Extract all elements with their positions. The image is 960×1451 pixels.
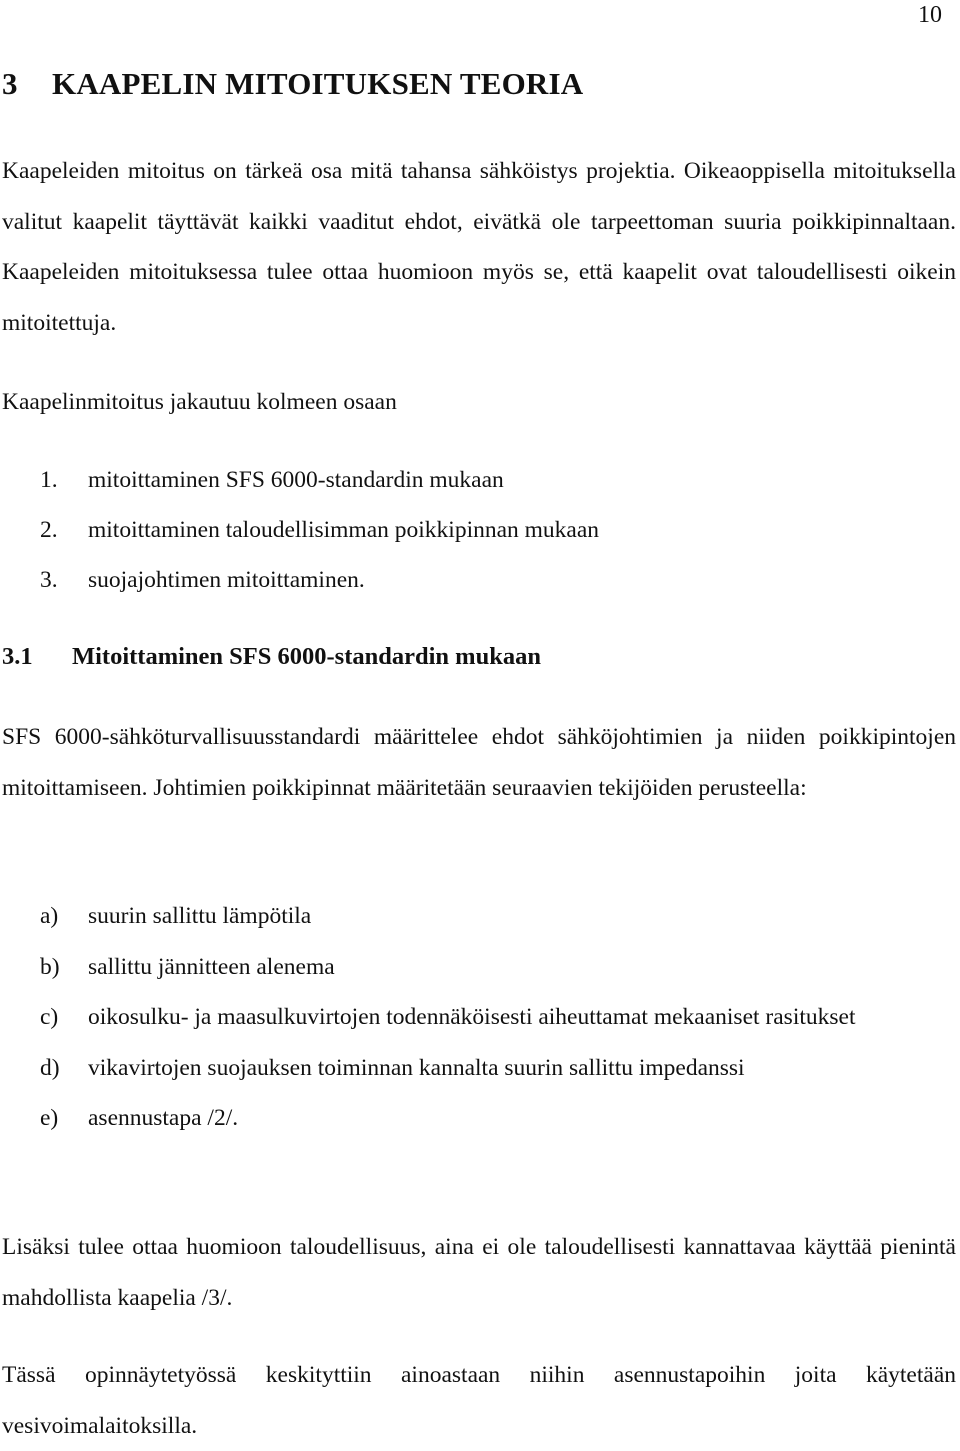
list-item	[40, 555, 599, 605]
section-title: Mitoittaminen SFS 6000-standardin mukaan	[72, 643, 541, 670]
page-number: 10	[918, 2, 942, 28]
list-item-text: suojajohtimen mitoittaminen.	[88, 567, 365, 593]
focus-paragraph: Tässä opinnäytetyössä keskityttiin ainoastaan niihin asennustapoihin joita käytetään vesivoimalaitoksilla.	[2, 1362, 956, 1439]
list-item	[40, 1093, 956, 1144]
list-item	[40, 455, 599, 505]
list-item-marker: c)	[40, 1004, 59, 1030]
chapter-title: KAAPELIN MITOITUKSEN TEORIA	[52, 66, 584, 101]
section-heading	[2, 643, 541, 671]
list-item-text: sallittu jännitteen alenema	[88, 953, 335, 980]
list-item-marker: 3.	[40, 567, 58, 593]
standard-paragraph: SFS 6000-sähköturvallisuusstandardi määrittelee ehdot sähköjohtimien ja niiden poikkipintojen mitoittamiseen. Johtimien poikkipinnat määritetään seuraavien tekijöiden perusteella:	[2, 724, 956, 801]
factor-list	[40, 891, 956, 1144]
division-list	[40, 455, 599, 605]
list-item	[40, 891, 956, 942]
list-item-marker: 1.	[40, 467, 58, 493]
chapter-heading	[2, 66, 583, 102]
economy-paragraph: Lisäksi tulee ottaa huomioon taloudellisuus, aina ei ole taloudellisesti kannattavaa käyttää pienintä mahdollista kaapelia /3/.	[2, 1234, 956, 1311]
section-number: 3.1	[2, 643, 33, 670]
list-item-text: vikavirtojen suojauksen toiminnan kannalta suurin sallittu impedanssi	[88, 1054, 745, 1081]
division-intro: Kaapelinmitoitus jakautuu kolmeen osaan	[2, 389, 397, 415]
list-item	[40, 992, 956, 1043]
list-item-text: mitoittaminen SFS 6000-standardin mukaan	[88, 467, 504, 493]
list-item-text: mitoittaminen taloudellisimman poikkipinnan mukaan	[88, 517, 600, 543]
list-item-marker: b)	[40, 953, 60, 980]
list-item-marker: a)	[40, 903, 59, 929]
list-item-text: suurin sallittu lämpötila	[88, 903, 312, 929]
chapter-number: 3	[2, 66, 18, 101]
list-item	[40, 942, 956, 993]
list-item-text: asennustapa /2/.	[88, 1105, 239, 1131]
intro-paragraph: Kaapeleiden mitoitus on tärkeä osa mitä tahansa sähköistys projektia. Oikeaoppisella mitoituksella valitut kaapelit täyttävät kaikki vaaditut ehdot, eivätkä ole tarpeettoman suuria poikkipinnaltaan. Kaapeleiden mitoituksessa tulee ottaa huomioon myös se, että kaapelit ovat taloudellisesti oikein mitoitettuja.	[2, 158, 956, 336]
list-item-text: oikosulku- ja maasulkuvirtojen todennäköisesti aiheuttamat mekaaniset rasitukset	[88, 1004, 856, 1030]
list-item-marker: 2.	[40, 517, 58, 543]
list-item	[40, 505, 599, 555]
list-item	[40, 1043, 956, 1094]
list-item-marker: d)	[40, 1054, 60, 1081]
list-item-marker: e)	[40, 1105, 59, 1131]
